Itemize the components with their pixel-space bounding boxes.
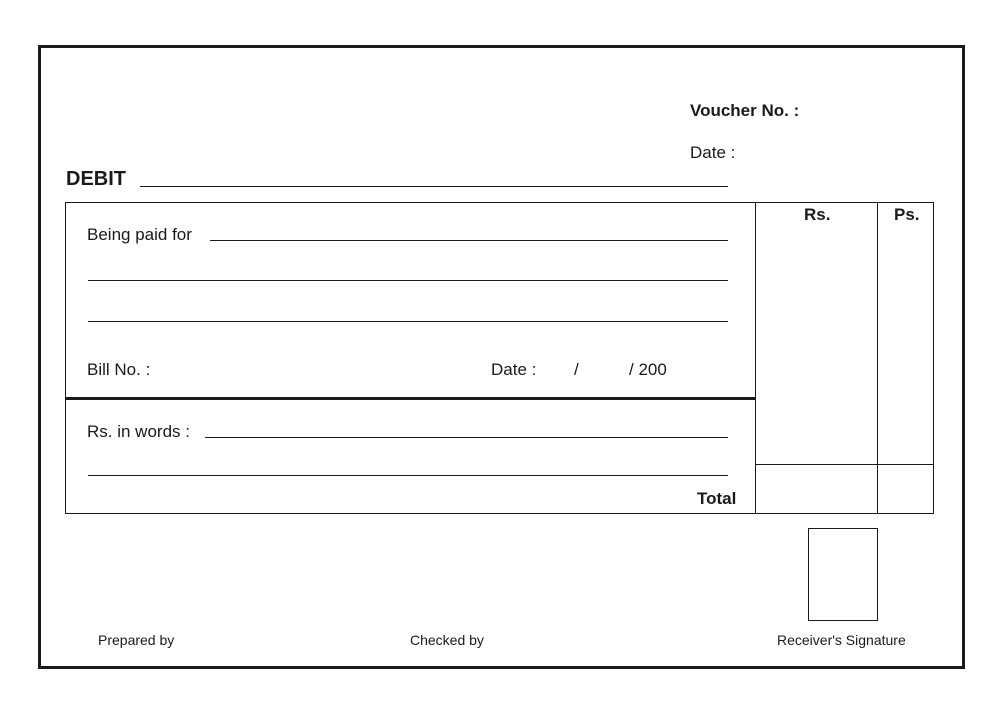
ps-column-header: Ps.: [894, 205, 920, 224]
date-year: / 200: [629, 360, 667, 379]
total-row-divider: [755, 464, 934, 465]
amount-column-divider: [755, 202, 756, 514]
details-table: [65, 202, 934, 514]
checked-by-label: Checked by: [410, 632, 484, 648]
date-separator: /: [574, 360, 579, 379]
being-paid-for-line[interactable]: [210, 240, 728, 241]
receivers-signature-label: Receiver's Signature: [777, 632, 906, 648]
rs-in-words-label: Rs. in words :: [87, 422, 190, 441]
rs-in-words-line[interactable]: [205, 437, 728, 438]
voucher-no-label: Voucher No. :: [690, 101, 800, 120]
prepared-by-label: Prepared by: [98, 632, 175, 648]
section-divider: [65, 397, 756, 400]
being-paid-for-line-3[interactable]: [88, 321, 728, 322]
stamp-box[interactable]: [808, 528, 878, 621]
total-label: Total: [697, 489, 737, 508]
bill-date-label: Date :: [491, 360, 537, 379]
rs-in-words-line-2[interactable]: [88, 475, 728, 476]
debit-line[interactable]: [140, 186, 728, 187]
being-paid-for-line-2[interactable]: [88, 280, 728, 281]
header-date-label: Date :: [690, 143, 736, 162]
bill-no-label: Bill No. :: [87, 360, 151, 379]
being-paid-for-label: Being paid for: [87, 225, 192, 244]
debit-label: DEBIT: [66, 168, 126, 190]
rs-column-header: Rs.: [804, 205, 831, 224]
ps-column-divider: [877, 202, 878, 514]
